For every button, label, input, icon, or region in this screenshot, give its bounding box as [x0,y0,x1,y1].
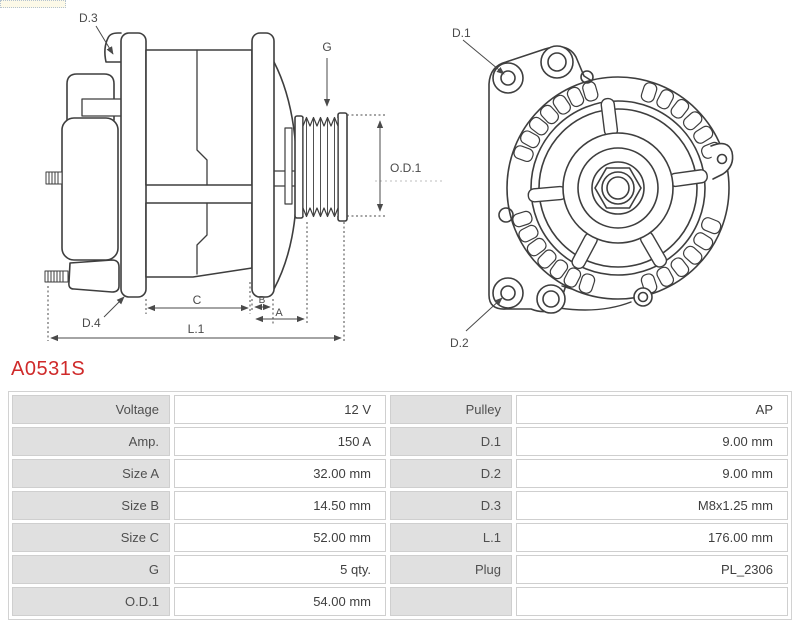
spec-label-cell: D.3 [390,491,512,520]
dim-label-g: G [322,40,332,54]
dim-label-od1: O.D.1 [390,161,422,175]
spec-label-cell: Size B [12,491,170,520]
spec-value-cell: 5 qty. [174,555,386,584]
pulley [295,113,347,221]
dim-label-b: B [258,295,266,306]
table-row [12,395,788,424]
spec-table [8,391,792,620]
spec-label-cell: Amp. [12,427,170,456]
spec-value-cell: 176.00 mm [516,523,788,552]
spec-value-cell: M8x1.25 mm [516,491,788,520]
spec-value-cell: 150 A [174,427,386,456]
table-row [12,555,788,584]
spec-label-cell: L.1 [390,523,512,552]
table-row [12,459,788,488]
front-view [489,46,733,313]
spec-label-cell: G [12,555,170,584]
part-number-title: A0531S [11,358,86,380]
dim-label-d2: D.2 [450,336,469,350]
spec-label-cell: Plug [390,555,512,584]
spec-label-cell: O.D.1 [12,587,170,616]
dim-label-d4: D.4 [82,316,101,330]
dim-label-a: A [275,307,283,319]
side-view [45,33,347,297]
table-row [12,587,788,616]
spec-value-cell: 14.50 mm [174,491,386,520]
spec-value-cell: 54.00 mm [174,587,386,616]
spec-value-cell: AP [516,395,788,424]
spec-label-cell: Voltage [12,395,170,424]
spec-value-cell: 32.00 mm [174,459,386,488]
spec-value-cell: 52.00 mm [174,523,386,552]
dim-label-l1: L.1 [187,322,205,336]
spec-label-cell: D.2 [390,459,512,488]
table-row [12,491,788,520]
table-row [12,427,788,456]
spec-value-cell: PL_2306 [516,555,788,584]
spec-value-cell: 12 V [174,395,386,424]
dim-label-c: C [192,293,202,307]
spec-label-cell: D.1 [390,427,512,456]
dim-label-d1: D.1 [452,26,471,40]
spec-label-cell: Size C [12,523,170,552]
spec-value-cell: 9.00 mm [516,427,788,456]
spec-value-cell: 9.00 mm [516,459,788,488]
table-row [12,523,788,552]
spec-label-cell: Pulley [390,395,512,424]
spec-label-cell: Size A [12,459,170,488]
spec-label-cell [390,587,512,616]
dim-label-d3: D.3 [79,11,98,25]
spec-value-cell [516,587,788,616]
